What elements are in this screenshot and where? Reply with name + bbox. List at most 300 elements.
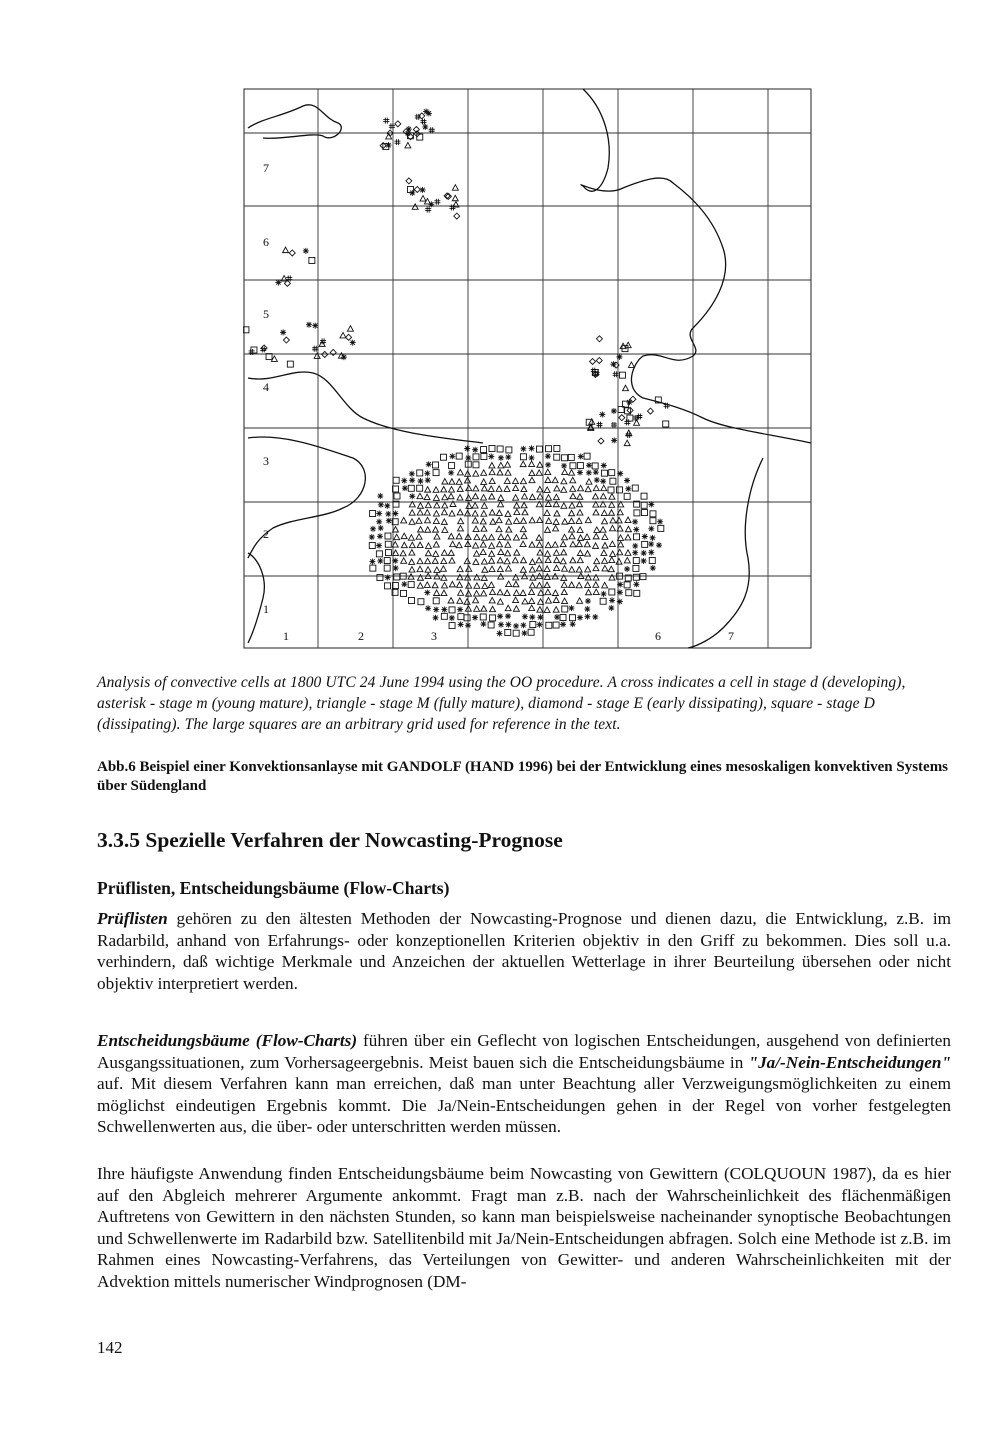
triangle-cell-symbol <box>513 597 519 603</box>
asterisk-cell-symbol <box>586 470 592 476</box>
triangle-cell-symbol <box>450 541 456 547</box>
square-cell-symbol <box>309 257 315 263</box>
triangle-cell-symbol <box>593 509 599 515</box>
section-heading: 3.3.5 Spezielle Verfahren der Nowcasting-Prognose <box>97 828 563 852</box>
triangle-cell-symbol <box>498 462 504 468</box>
square-cell-symbol <box>633 574 639 580</box>
row-label: 4 <box>263 380 269 394</box>
triangle-cell-symbol <box>394 534 400 540</box>
square-cell-symbol <box>584 453 590 459</box>
row-label: 5 <box>263 307 269 321</box>
triangle-cell-symbol <box>529 461 535 467</box>
row-label: 1 <box>263 602 269 616</box>
square-cell-symbol <box>650 518 656 524</box>
triangle-cell-symbol <box>569 503 575 509</box>
asterisk-cell-symbol <box>611 437 617 443</box>
triangle-cell-symbol <box>576 567 582 573</box>
square-cell-symbol <box>464 615 470 621</box>
square-cell-symbol <box>619 372 625 378</box>
triangle-cell-symbol <box>481 606 487 612</box>
cross-cell-symbol <box>425 207 431 213</box>
diamond-cell-symbol <box>619 415 625 421</box>
triangle-cell-symbol <box>425 567 431 573</box>
asterisk-cell-symbol <box>584 606 590 612</box>
triangle-cell-symbol <box>418 527 424 533</box>
triangle-cell-symbol <box>609 541 615 547</box>
triangle-cell-symbol <box>441 558 447 564</box>
triangle-cell-symbol <box>521 502 527 508</box>
triangle-cell-symbol <box>489 493 495 499</box>
triangle-cell-symbol <box>490 519 496 525</box>
square-cell-symbol <box>546 446 552 452</box>
asterisk-cell-symbol <box>520 446 526 452</box>
paragraph-lead-term: Prüflisten <box>97 909 168 928</box>
triangle-cell-symbol <box>513 495 519 501</box>
triangle-cell-symbol <box>497 589 503 595</box>
triangle-cell-symbol <box>545 477 551 483</box>
triangle-cell-symbol <box>489 551 495 557</box>
triangle-cell-symbol <box>514 518 520 524</box>
triangle-cell-symbol <box>466 485 472 491</box>
row-labels <box>263 161 269 616</box>
triangle-cell-symbol <box>522 493 528 499</box>
triangle-cell-symbol <box>489 478 495 484</box>
subsection-heading: Prüflisten, Entscheidungsbäume (Flow-Charts) <box>97 878 450 898</box>
triangle-cell-symbol <box>546 495 552 501</box>
column-label: 7 <box>728 629 734 643</box>
square-cell-symbol <box>627 415 633 421</box>
triangle-cell-symbol <box>529 494 535 500</box>
square-cell-symbol <box>394 493 400 499</box>
triangle-cell-symbol <box>408 574 414 580</box>
triangle-cell-symbol <box>442 527 448 533</box>
triangle-cell-symbol <box>425 550 431 556</box>
cross-cell-symbol <box>434 199 440 205</box>
asterisk-cell-symbol <box>608 605 614 611</box>
triangle-cell-symbol <box>561 589 567 595</box>
triangle-cell-symbol <box>537 494 543 500</box>
square-cell-symbol <box>489 445 495 451</box>
triangle-cell-symbol <box>482 583 488 589</box>
triangle-cell-symbol <box>601 510 607 515</box>
asterisk-cell-symbol <box>545 453 551 459</box>
square-cell-symbol <box>385 533 391 539</box>
triangle-cell-symbol <box>602 582 608 588</box>
triangle-cell-symbol <box>473 471 479 477</box>
asterisk-cell-symbol <box>424 590 430 596</box>
square-cell-symbol <box>481 454 487 460</box>
triangle-cell-symbol <box>432 558 438 564</box>
triangle-cell-symbol <box>505 605 511 611</box>
triangle-cell-symbol <box>562 566 568 572</box>
triangle-cell-symbol <box>536 557 542 563</box>
triangle-cell-symbol <box>609 557 615 563</box>
triangle-cell-symbol <box>473 559 479 565</box>
triangle-cell-symbol <box>433 551 439 557</box>
triangle-cell-symbol <box>441 519 447 525</box>
asterisk-cell-symbol <box>433 615 439 621</box>
triangle-cell-symbol <box>504 558 510 564</box>
triangle-cell-symbol <box>520 557 526 563</box>
asterisk-cell-symbol <box>586 462 592 468</box>
triangle-cell-symbol <box>628 362 634 368</box>
asterisk-cell-symbol <box>392 511 398 517</box>
triangle-cell-symbol <box>473 543 479 549</box>
triangle-cell-symbol <box>520 567 526 573</box>
asterisk-cell-symbol <box>610 361 616 367</box>
triangle-cell-symbol <box>481 590 487 596</box>
triangle-cell-symbol <box>514 550 520 556</box>
square-cell-symbol <box>287 361 293 367</box>
asterisk-cell-symbol <box>529 445 535 451</box>
paragraph-pruefisten <box>97 908 951 994</box>
asterisk-cell-symbol <box>425 477 431 483</box>
asterisk-cell-symbol <box>386 518 392 524</box>
square-cell-symbol <box>634 590 640 596</box>
square-cell-symbol <box>609 589 615 595</box>
triangle-cell-symbol <box>552 477 558 483</box>
triangle-cell-symbol <box>569 582 575 588</box>
triangle-cell-symbol <box>529 589 535 595</box>
triangle-cell-symbol <box>625 550 631 556</box>
triangle-cell-symbol <box>529 470 535 476</box>
triangle-cell-symbol <box>585 566 591 572</box>
asterisk-cell-symbol <box>401 478 407 484</box>
asterisk-cell-symbol <box>617 599 623 605</box>
triangle-cell-symbol <box>449 581 455 587</box>
square-cell-symbol <box>505 629 511 635</box>
diamond-cell-symbol <box>414 186 420 192</box>
square-cell-symbol <box>251 347 257 353</box>
column-label: 1 <box>283 629 289 643</box>
square-cell-symbol <box>506 447 512 453</box>
asterisk-cell-symbol <box>392 558 398 564</box>
triangle-cell-symbol <box>506 527 512 533</box>
triangle-cell-symbol <box>458 590 464 596</box>
triangle-cell-symbol <box>552 590 558 596</box>
triangle-cell-symbol <box>420 196 426 202</box>
triangle-cell-symbol <box>576 518 582 524</box>
triangle-cell-symbol <box>456 533 462 539</box>
square-cell-symbol <box>520 454 526 460</box>
triangle-cell-symbol <box>481 526 487 532</box>
triangle-cell-symbol <box>578 535 584 541</box>
triangle-cell-symbol <box>610 551 616 557</box>
triangle-cell-symbol <box>553 607 559 613</box>
triangle-cell-symbol <box>536 470 542 476</box>
square-cell-symbol <box>577 463 583 469</box>
square-cell-symbol <box>481 447 487 453</box>
triangle-cell-symbol <box>544 574 550 580</box>
asterisk-cell-symbol <box>625 486 631 492</box>
triangle-cell-symbol <box>504 590 510 596</box>
triangle-cell-symbol <box>546 518 552 524</box>
asterisk-cell-symbol <box>401 581 407 587</box>
column-labels <box>283 629 734 643</box>
asterisk-cell-symbol <box>465 455 471 461</box>
triangle-cell-symbol <box>506 581 512 587</box>
square-cell-symbol <box>641 493 647 499</box>
triangle-cell-symbol <box>537 550 543 556</box>
triangle-cell-symbol <box>560 541 566 547</box>
triangle-cell-symbol <box>472 493 478 499</box>
triangle-cell-symbol <box>464 558 470 564</box>
asterisk-cell-symbol <box>537 622 543 628</box>
triangle-cell-symbol <box>488 486 494 492</box>
asterisk-cell-symbol <box>545 462 551 468</box>
triangle-cell-symbol <box>536 542 542 548</box>
triangle-cell-symbol <box>474 591 480 597</box>
triangle-cell-symbol <box>520 541 526 547</box>
triangle-cell-symbol <box>624 557 630 563</box>
asterisk-cell-symbol <box>275 279 281 285</box>
triangle-cell-symbol <box>405 142 411 148</box>
triangle-cell-symbol <box>457 566 463 572</box>
square-cell-symbol <box>634 510 640 516</box>
diamond-cell-symbol <box>647 408 653 414</box>
triangle-cell-symbol <box>505 542 511 548</box>
triangle-cell-symbol <box>536 535 542 541</box>
page-number: 142 <box>97 1338 123 1357</box>
square-cell-symbol <box>562 606 568 612</box>
triangle-cell-symbol <box>400 550 406 556</box>
triangle-cell-symbol <box>481 495 487 501</box>
triangle-cell-symbol <box>545 542 551 548</box>
square-cell-symbol <box>624 493 630 499</box>
asterisk-cell-symbol <box>378 525 384 531</box>
square-cell-symbol <box>513 630 519 636</box>
asterisk-cell-symbol <box>505 613 511 619</box>
cross-cell-symbol <box>312 346 318 352</box>
triangle-cell-symbol <box>529 477 535 483</box>
asterisk-cell-symbol <box>642 533 648 539</box>
diamond-cell-symbol <box>346 334 352 340</box>
square-cell-symbol <box>553 622 559 628</box>
square-cell-symbol <box>490 615 496 621</box>
triangle-cell-symbol <box>457 495 463 501</box>
triangle-cell-symbol <box>417 503 423 509</box>
triangle-cell-symbol <box>576 582 582 588</box>
asterisk-cell-symbol <box>472 447 478 453</box>
figure-caption-german: Abb.6 Beispiel einer Konvektionsanlayse mit GANDOLF (HAND 1996) bei der Entwicklung eines mesoskaligen konvektiven Systems über Südengland <box>97 759 949 794</box>
triangle-cell-symbol <box>545 589 551 595</box>
triangle-cell-symbol <box>434 502 440 508</box>
triangle-cell-symbol <box>489 462 495 468</box>
triangle-cell-symbol <box>480 518 486 524</box>
triangle-cell-symbol <box>416 534 422 540</box>
triangle-cell-symbol <box>545 598 551 604</box>
row-label: 3 <box>263 454 269 468</box>
square-cell-symbol <box>610 478 616 484</box>
asterisk-cell-symbol <box>369 534 375 540</box>
triangle-cell-symbol <box>561 549 567 555</box>
asterisk-cell-symbol <box>611 408 617 414</box>
column-label: 2 <box>358 629 364 643</box>
triangle-cell-symbol <box>608 510 614 516</box>
triangle-cell-symbol <box>593 582 599 588</box>
asterisk-cell-symbol <box>522 614 528 620</box>
triangle-cell-symbol <box>409 567 415 573</box>
asterisk-cell-symbol <box>385 511 391 517</box>
triangle-cell-symbol <box>442 582 448 588</box>
square-cell-symbol <box>562 455 568 461</box>
asterisk-cell-symbol <box>656 542 662 548</box>
triangle-cell-symbol <box>433 495 439 501</box>
asterisk-cell-symbol <box>577 469 583 475</box>
asterisk-cell-symbol <box>521 630 527 636</box>
asterisk-cell-symbol <box>632 519 638 525</box>
triangle-cell-symbol <box>593 493 599 499</box>
paragraph-entscheidungsbaeume <box>97 1030 951 1138</box>
triangle-cell-symbol <box>440 566 446 572</box>
paragraph-emphasis: "Ja/-Nein-Entscheidungen" <box>748 1052 951 1072</box>
square-cell-symbol <box>536 446 542 452</box>
asterisk-cell-symbol <box>633 526 639 532</box>
triangle-cell-symbol <box>513 574 519 580</box>
asterisk-cell-symbol <box>648 526 654 532</box>
asterisk-cell-symbol <box>632 550 638 556</box>
asterisk-cell-symbol <box>650 565 656 571</box>
triangle-cell-symbol <box>616 517 622 523</box>
triangle-cell-symbol <box>457 574 463 580</box>
square-cell-symbol <box>600 598 606 604</box>
square-cell-symbol <box>497 446 503 452</box>
triangle-cell-symbol <box>576 541 582 547</box>
square-cell-symbol <box>449 623 455 629</box>
column-label: 6 <box>655 629 661 643</box>
diamond-cell-symbol <box>598 438 604 444</box>
asterisk-cell-symbol <box>624 477 630 483</box>
asterisk-cell-symbol <box>433 607 439 613</box>
triangle-cell-symbol <box>522 598 528 604</box>
square-cell-symbol <box>488 622 494 628</box>
square-cell-symbol <box>456 453 462 459</box>
triangle-cell-symbol <box>401 558 407 564</box>
square-cell-symbol <box>458 614 464 620</box>
triangle-cell-symbol <box>464 599 470 605</box>
triangle-cell-symbol <box>409 559 415 565</box>
triangle-cell-symbol <box>449 511 455 517</box>
asterisk-cell-symbol <box>306 322 312 328</box>
triangle-cell-symbol <box>481 511 487 517</box>
triangle-cell-symbol <box>625 534 631 540</box>
square-cell-symbol <box>609 470 615 476</box>
triangle-cell-symbol <box>594 558 600 564</box>
triangle-cell-symbol <box>497 566 503 572</box>
triangle-cell-symbol <box>505 470 511 476</box>
triangle-cell-symbol <box>585 575 591 581</box>
asterisk-cell-symbol <box>370 526 376 532</box>
triangle-cell-symbol <box>584 534 590 540</box>
asterisk-cell-symbol <box>464 445 470 451</box>
asterisk-cell-symbol <box>505 622 511 628</box>
convective-cell-map <box>243 88 813 650</box>
triangle-cell-symbol <box>409 542 415 548</box>
triangle-cell-symbol <box>577 550 583 556</box>
square-cell-symbol <box>626 590 632 596</box>
asterisk-cell-symbol <box>409 493 415 499</box>
square-cell-symbol <box>394 574 400 580</box>
triangle-cell-symbol <box>409 519 415 525</box>
triangle-cell-symbol <box>570 541 576 547</box>
asterisk-cell-symbol <box>529 455 535 461</box>
triangle-cell-symbol <box>537 486 543 492</box>
triangle-cell-symbol <box>610 517 616 523</box>
triangle-cell-symbol <box>554 511 560 517</box>
square-cell-symbol <box>528 629 534 635</box>
triangle-cell-symbol <box>441 509 447 515</box>
asterisk-cell-symbol <box>312 323 318 329</box>
triangle-cell-symbol <box>480 549 486 555</box>
triangle-cell-symbol <box>584 551 590 557</box>
triangle-cell-symbol <box>569 527 575 533</box>
asterisk-cell-symbol <box>384 503 390 509</box>
triangle-cell-symbol <box>602 542 608 548</box>
paragraph-anwendung <box>97 1163 951 1293</box>
square-cell-symbol <box>570 463 576 469</box>
square-cell-symbol <box>384 558 390 564</box>
asterisk-cell-symbol <box>402 485 408 491</box>
triangle-cell-symbol <box>569 470 575 476</box>
paragraph-text: Ihre häufigste Anwendung finden Entscheidungsbäume beim Nowcasting von Gewittern (COLQUOUN 1987), da es hier auf den Abgleich mehrerer Argumente ankommt. Fragt man z.B. nach der Wahrscheinlichkeit des flächenmäßigen Auftretens von Gewittern in den nächsten Stunden, so kann man beispielsweise nacheinander synoptische Beobachtungen und Schwellenwerte im Radarbild bzw. Satellitenbild mit Ja/Nein-Entscheidungen abfragen. Solch eine Methode ist z.B. im Rahmen eines Nowcasting-Verfahrens, das Verteilungen von Gewitter- und anderen Wahrscheinlichkeiten mit der Advektion mittels numerischer Windprognosen (DM- <box>97 1164 951 1291</box>
triangle-cell-symbol <box>442 494 448 500</box>
triangle-cell-symbol <box>600 493 606 499</box>
triangle-cell-symbol <box>602 518 608 524</box>
asterisk-cell-symbol <box>386 142 392 148</box>
triangle-cell-symbol <box>505 462 511 468</box>
triangle-cell-symbol <box>562 519 568 525</box>
column-label: 3 <box>431 629 437 643</box>
square-cell-symbol <box>418 599 424 605</box>
triangle-cell-symbol <box>553 525 559 531</box>
square-cell-symbol <box>634 534 640 540</box>
square-cell-symbol <box>417 134 423 140</box>
square-cell-symbol <box>384 565 390 571</box>
triangle-cell-symbol <box>601 550 607 556</box>
triangle-cell-symbol <box>473 526 479 532</box>
asterisk-cell-symbol <box>472 615 478 621</box>
triangle-cell-symbol <box>594 527 600 533</box>
triangle-cell-symbol <box>481 503 487 509</box>
triangle-cell-symbol <box>496 526 502 532</box>
diamond-cell-symbol <box>330 349 336 355</box>
square-cell-symbol <box>592 463 598 469</box>
triangle-cell-symbol <box>497 541 503 547</box>
triangle-cell-symbol <box>577 598 583 604</box>
triangle-cell-symbol <box>466 503 472 509</box>
square-cell-symbol <box>473 462 479 468</box>
triangle-cell-symbol <box>425 527 431 533</box>
triangle-cell-symbol <box>569 533 575 539</box>
triangle-cell-symbol <box>474 551 480 557</box>
asterisk-cell-symbol <box>423 109 429 115</box>
asterisk-cell-symbol <box>376 543 382 549</box>
asterisk-cell-symbol <box>378 502 384 508</box>
square-cell-symbol <box>663 421 669 427</box>
square-cell-symbol <box>401 590 407 596</box>
triangle-cell-symbol <box>417 510 423 516</box>
asterisk-cell-symbol <box>561 463 567 469</box>
asterisk-cell-symbol <box>641 558 647 564</box>
triangle-cell-symbol <box>545 557 551 563</box>
triangle-cell-symbol <box>553 494 559 500</box>
triangle-cell-symbol <box>505 566 511 572</box>
triangle-cell-symbol <box>448 550 454 556</box>
triangle-cell-symbol <box>602 558 608 564</box>
triangle-cell-symbol <box>545 469 551 475</box>
triangle-cell-symbol <box>432 582 438 588</box>
triangle-cell-symbol <box>480 542 486 548</box>
